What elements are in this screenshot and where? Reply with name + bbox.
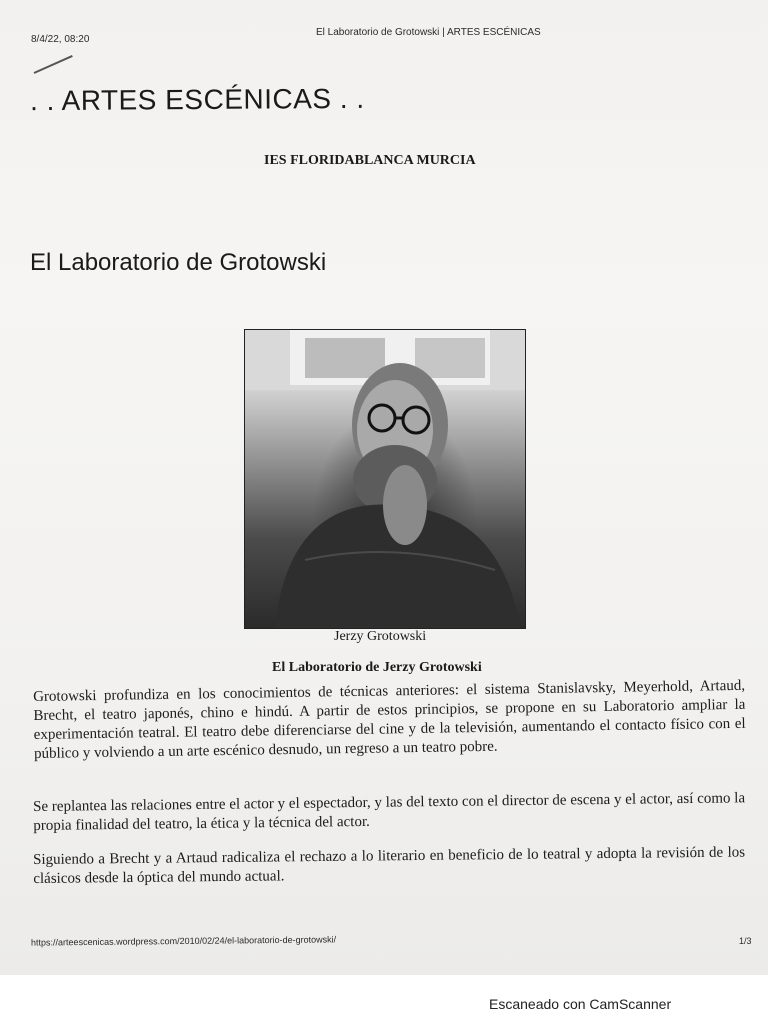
portrait-photo (244, 329, 526, 629)
body-paragraph-2: Se replantea las relaciones entre el actor y el espectador, y las del texto con el director de escena y el actor, así como la propia finalidad del teatro, la ética y la técnica del actor. (33, 790, 746, 834)
print-header-datetime: 8/4/22, 08:20 (31, 34, 90, 45)
scanner-watermark: Escaneado con CamScanner (489, 996, 672, 1012)
site-subtitle: IES FLORIDABLANCA MURCIA (264, 153, 476, 168)
section-heading: El Laboratorio de Jerzy Grotowski (272, 660, 482, 675)
photo-caption: Jerzy Grotowski (334, 629, 427, 644)
body-paragraph-1: Grotowski profundiza en los conocimientos de técnicas anteriores: el sistema Stanislavsky, Meyerhold, Artaud, Brecht, el teatro japonés, chino e hindú. A partir de estos principios, se propone en su Laboratorio ampliar la experimentación teatral. El teatro debe diferenciarse del cine y de la televisión, aumentando el contacto físico con el público y volviendo a un arte escénico desnudo, un regreso a un teatro pobre. (33, 677, 746, 762)
post-title: El Laboratorio de Grotowski (30, 249, 327, 276)
site-title: . . ARTES ESCÉNICAS . . (29, 82, 365, 117)
print-footer-url: https://arteescenicas.wordpress.com/2010/02/24/el-laboratorio-de-grotowski/ (30, 934, 337, 948)
body-paragraph-3: Siguiendo a Brecht y a Artaud radicaliza el rechazo a lo literario en beneficio de lo teatral y adopta la revisión de los clásicos desde la óptica del mundo actual. (33, 844, 746, 887)
print-footer-page-number: 1/3 (739, 936, 752, 946)
print-header-page-title: El Laboratorio de Grotowski | ARTES ESCÉNICAS (316, 27, 541, 38)
portrait-illustration (245, 330, 525, 628)
